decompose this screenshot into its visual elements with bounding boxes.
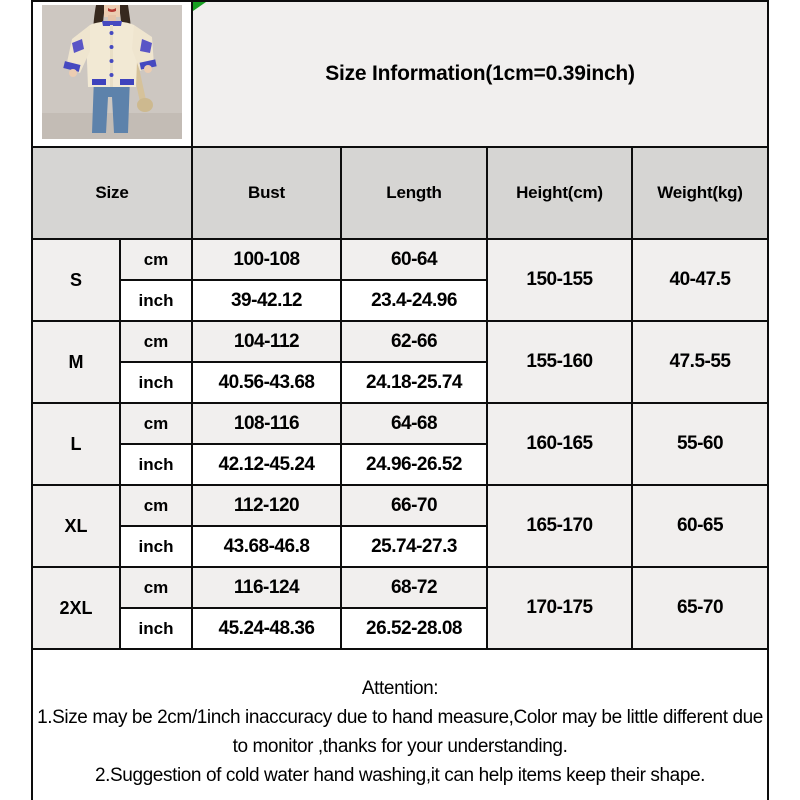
attention-block <box>33 669 767 790</box>
col-header-weight: Weight(kg) <box>632 147 768 239</box>
height-value: 160-165 <box>487 403 632 485</box>
unit-label-inch: inch <box>120 444 192 485</box>
length-inch-value: 25.74-27.3 <box>341 526 487 567</box>
height-value: 155-160 <box>487 321 632 403</box>
unit-label-cm: cm <box>120 239 192 280</box>
table-row-xl-cm <box>32 485 768 526</box>
length-inch-value: 24.96-26.52 <box>341 444 487 485</box>
length-cm-value: 60-64 <box>341 239 487 280</box>
size-label-2xl: 2XL <box>32 567 120 649</box>
weight-value: 60-65 <box>632 485 768 567</box>
weight-value: 47.5-55 <box>632 321 768 403</box>
size-chart-container <box>31 0 769 800</box>
length-inch-value: 26.52-28.08 <box>341 608 487 649</box>
unit-label-cm: cm <box>120 321 192 362</box>
unit-label-cm: cm <box>120 403 192 444</box>
size-label-m: M <box>32 321 120 403</box>
bust-cm-value: 100-108 <box>192 239 341 280</box>
length-cm-value: 68-72 <box>341 567 487 608</box>
header-row <box>32 147 768 239</box>
height-value: 150-155 <box>487 239 632 321</box>
bust-inch-value: 39-42.12 <box>192 280 341 321</box>
bust-inch-value: 45.24-48.36 <box>192 608 341 649</box>
attention-heading: Attention: <box>361 677 439 699</box>
bust-cm-value: 116-124 <box>192 567 341 608</box>
weight-value: 40-47.5 <box>632 239 768 321</box>
bust-cm-value: 112-120 <box>192 485 341 526</box>
product-photo <box>42 5 182 139</box>
cell-flag-icon <box>193 2 206 11</box>
unit-label-cm: cm <box>120 485 192 526</box>
col-header-size: Size <box>32 147 192 239</box>
table-row-2xl-cm <box>32 567 768 608</box>
attention-note-1: 1.Size may be 2cm/1inch inaccuracy due to hand measure,Color may be little different due to monitor ,thanks for your understanding. <box>37 706 763 757</box>
size-label-s: S <box>32 239 120 321</box>
length-inch-value: 23.4-24.96 <box>341 280 487 321</box>
size-label-l: L <box>32 403 120 485</box>
top-row <box>32 1 768 147</box>
bust-cm-value: 104-112 <box>192 321 341 362</box>
unit-label-inch: inch <box>120 362 192 403</box>
size-chart-table <box>31 0 769 800</box>
length-cm-value: 64-68 <box>341 403 487 444</box>
height-value: 165-170 <box>487 485 632 567</box>
weight-value: 65-70 <box>632 567 768 649</box>
length-inch-value: 24.18-25.74 <box>341 362 487 403</box>
weight-value: 55-60 <box>632 403 768 485</box>
bust-inch-value: 42.12-45.24 <box>192 444 341 485</box>
col-header-bust: Bust <box>192 147 341 239</box>
size-label-xl: XL <box>32 485 120 567</box>
height-value: 170-175 <box>487 567 632 649</box>
table-row-l-cm <box>32 403 768 444</box>
col-header-length: Length <box>341 147 487 239</box>
length-cm-value: 62-66 <box>341 321 487 362</box>
attention-note-2: 2.Suggestion of cold water hand washing,it can help items keep their shape. <box>94 764 706 786</box>
length-cm-value: 66-70 <box>341 485 487 526</box>
bust-cm-value: 108-116 <box>192 403 341 444</box>
unit-label-inch: inch <box>120 280 192 321</box>
unit-label-inch: inch <box>120 608 192 649</box>
title-cell <box>192 1 768 147</box>
attention-cell <box>32 649 768 800</box>
unit-label-inch: inch <box>120 526 192 567</box>
table-row-s-cm <box>32 239 768 280</box>
table-row-m-cm <box>32 321 768 362</box>
unit-label-cm: cm <box>120 567 192 608</box>
product-photo-cell <box>32 1 192 147</box>
bust-inch-value: 40.56-43.68 <box>192 362 341 403</box>
attention-row <box>32 649 768 800</box>
page-title: Size Information(1cm=0.39inch) <box>325 62 635 85</box>
bust-inch-value: 43.68-46.8 <box>192 526 341 567</box>
col-header-height: Height(cm) <box>487 147 632 239</box>
